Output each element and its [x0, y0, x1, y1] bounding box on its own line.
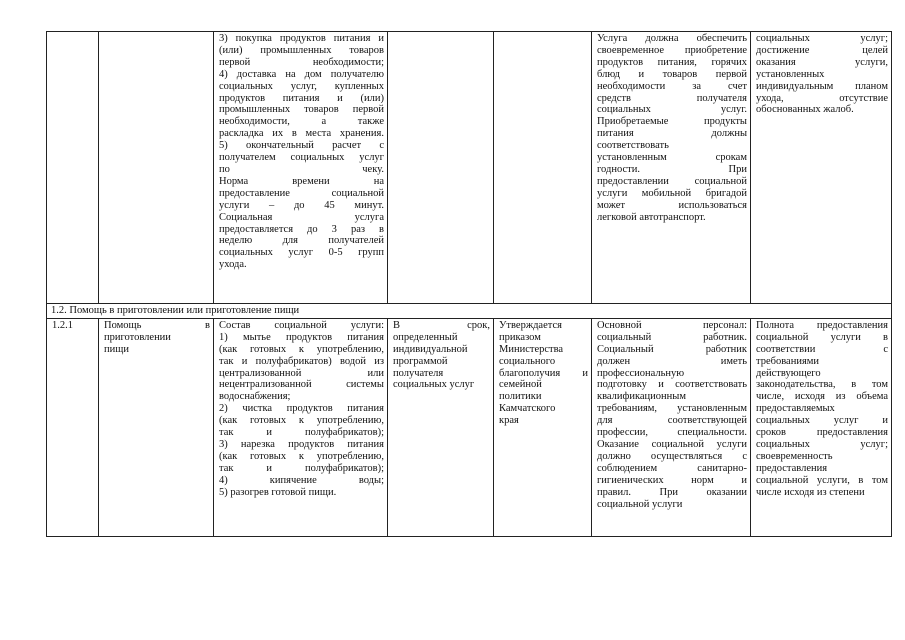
text-line: предоставляется до 3 раз в — [219, 223, 384, 235]
text-line: предоставление социальной — [219, 187, 384, 199]
text-line: социальных услуг; — [756, 33, 888, 44]
services-standard-table — [46, 31, 892, 537]
text-line: социальной услуги — [597, 498, 683, 510]
cell-quality-indicators — [751, 318, 892, 536]
text-line: 4) доставка на дом получателю — [219, 68, 384, 80]
text-line: Полнота предоставления — [756, 319, 888, 331]
text-line: питания должны — [597, 128, 747, 140]
text-line: промышленных товаров первой — [219, 104, 384, 116]
text-line: социальных услуг; — [756, 438, 888, 450]
text-line: Услуга должна обеспечить — [597, 33, 747, 44]
text-line: Основной персонал: — [597, 319, 747, 331]
text-line: по чеку. — [219, 163, 384, 175]
cell-service-conditions — [592, 318, 751, 536]
text-line: водоснабжения; — [219, 391, 291, 403]
text-line: годности. При — [597, 163, 747, 175]
text-line: числе, исходя из объема — [756, 391, 888, 403]
text-line: Приобретаемые продукты — [597, 116, 747, 128]
text-line: (или) промышленных товаров — [219, 44, 384, 56]
text-line: легковой автотранспорт. — [597, 211, 706, 223]
text-line: ухода, отсутствие — [756, 92, 888, 104]
text-line: социальных услуг и — [756, 415, 888, 427]
cell-term-empty — [388, 32, 494, 304]
text-line: приготовлении — [104, 331, 171, 343]
text-line: приказом — [499, 331, 541, 343]
text-line: для соответствующей — [597, 415, 747, 427]
text-line: первой необходимости; — [219, 56, 384, 68]
text-line: 2) чистка продуктов питания — [219, 403, 384, 415]
text-line: должно осуществляться с — [597, 450, 747, 462]
text-line: ухода. — [219, 259, 247, 271]
cell-service-composition — [214, 32, 388, 304]
text-line: продуктов питания и (или) — [219, 92, 384, 104]
text-line: требованиям, установленным — [597, 403, 747, 415]
table-row-section — [47, 304, 892, 319]
text-line: услуги мобильной бригадой — [597, 187, 747, 199]
text-line: социальной услуги в — [756, 331, 888, 343]
text-line: установленным срокам — [597, 152, 747, 164]
text-line: средств получателя — [597, 92, 747, 104]
text-line: предоставляемых — [756, 403, 835, 415]
text-line: Состав социальной услуги: — [219, 319, 384, 331]
text-line: социальный работник. — [597, 331, 747, 343]
text-line: 5) окончательный расчет с — [219, 140, 384, 152]
text-line: программой — [393, 355, 448, 367]
text-line: Помощь в — [104, 319, 210, 331]
text-line: необходимости за счет — [597, 80, 747, 92]
text-line: социальных услуг, купленных — [219, 80, 384, 92]
section-heading: 1.2. Помощь в приготовлении или приготовление пищи — [47, 304, 892, 319]
text-line: 5) разогрев готовой пищи. — [219, 486, 337, 498]
text-line: (как готовых к употреблению, — [219, 450, 384, 462]
text-line: сроков предоставления — [756, 427, 888, 439]
cell-price-empty — [494, 32, 592, 304]
text-line: оказания услуги, — [756, 56, 888, 68]
cell-service-conditions — [592, 32, 751, 304]
text-line: услуги – до 45 минут. — [219, 199, 384, 211]
text-line: определенный — [393, 331, 458, 343]
text-line: должен иметь — [597, 355, 747, 367]
text-line: соблюдением санитарно- — [597, 462, 747, 474]
text-line: социального — [499, 355, 556, 367]
cell-service-composition — [214, 318, 388, 536]
text-line: своевременность — [756, 450, 833, 462]
text-line: профессии, специальности. — [597, 427, 747, 439]
text-line: получателем социальных услуг — [219, 152, 384, 164]
text-line: обоснованных жалоб. — [756, 104, 854, 116]
text-line: подготовку и соответствовать — [597, 379, 747, 391]
text-line: благополучия и — [499, 367, 588, 379]
text-line: семейной — [499, 379, 542, 391]
text-line: установленных — [756, 68, 825, 80]
cell-quality-indicators — [751, 32, 892, 304]
text-line: числе исходя из степени — [756, 486, 865, 498]
text-line: 4) кипячение воды; — [219, 474, 384, 486]
text-line: 1) мытье продуктов питания — [219, 331, 384, 343]
text-line: так и полуфабрикатов) водой из — [219, 355, 384, 367]
cell-number-empty — [47, 32, 99, 304]
text-line: своевременное приобретение — [597, 44, 747, 56]
text-line: действующего — [756, 367, 821, 379]
text-line: (как готовых к употреблению, — [219, 343, 384, 355]
text-line: (как готовых к употреблению, — [219, 415, 384, 427]
text-line: правил. При оказании — [597, 486, 747, 498]
text-line: получателя — [393, 367, 444, 379]
text-line: неделю для получателей — [219, 235, 384, 247]
text-line: раскладка их в места хранения. — [219, 128, 384, 140]
text-line: Социальная услуга — [219, 211, 384, 223]
text-line: нецентрализованной системы — [219, 379, 384, 391]
text-line: профессиональную — [597, 367, 685, 379]
text-line: социальной услуги, в том — [756, 474, 888, 486]
text-line: 3) покупка продуктов питания и — [219, 33, 384, 44]
text-line: Оказание социальной услуги — [597, 438, 747, 450]
cell-service-price — [494, 318, 592, 536]
text-line: Утверждается — [499, 319, 562, 331]
text-line: так и полуфабрикатов); — [219, 462, 384, 474]
cell-service-term — [388, 318, 494, 536]
text-line: Камчатского — [499, 403, 556, 415]
text-line: края — [499, 415, 519, 427]
text-line: может использоваться — [597, 199, 747, 211]
text-line: соответствии с — [756, 343, 888, 355]
text-line: политики — [499, 391, 542, 403]
table-row-continuation — [47, 32, 892, 304]
text-line: достижение целей — [756, 44, 888, 56]
text-line: Министерства — [499, 343, 564, 355]
text-line: соответствовать — [597, 140, 669, 152]
text-line: индивидуальным планом — [756, 80, 888, 92]
text-line: блюд и товаров первой — [597, 68, 747, 80]
cell-name-empty — [99, 32, 214, 304]
text-line: так и полуфабрикатов); — [219, 427, 384, 439]
text-line: индивидуальной — [393, 343, 468, 355]
text-line: Социальный работник — [597, 343, 747, 355]
table-row-service — [47, 318, 892, 536]
text-line: необходимости, а также — [219, 116, 384, 128]
cell-service-name — [99, 318, 214, 536]
text-line: продуктов питания, горячих — [597, 56, 747, 68]
text-line: социальных услуг. — [597, 104, 747, 116]
text-line: требованиями — [756, 355, 820, 367]
text-line: Норма времени на — [219, 175, 384, 187]
text-line: предоставления — [756, 462, 828, 474]
text-line: предоставлении социальной — [597, 175, 747, 187]
text-line: 3) нарезка продуктов питания — [219, 438, 384, 450]
text-line: квалификационным — [597, 391, 686, 403]
text-line: законодательства, в том — [756, 379, 888, 391]
text-line: централизованной или — [219, 367, 384, 379]
cell-service-number: 1.2.1 — [47, 318, 99, 536]
text-line: В срок, — [393, 319, 490, 331]
text-line: социальных услуг — [393, 379, 475, 391]
text-line: пищи — [104, 343, 129, 355]
text-line: социальных услуг 0-5 групп — [219, 247, 384, 259]
text-line: гигиенических норм и — [597, 474, 747, 486]
